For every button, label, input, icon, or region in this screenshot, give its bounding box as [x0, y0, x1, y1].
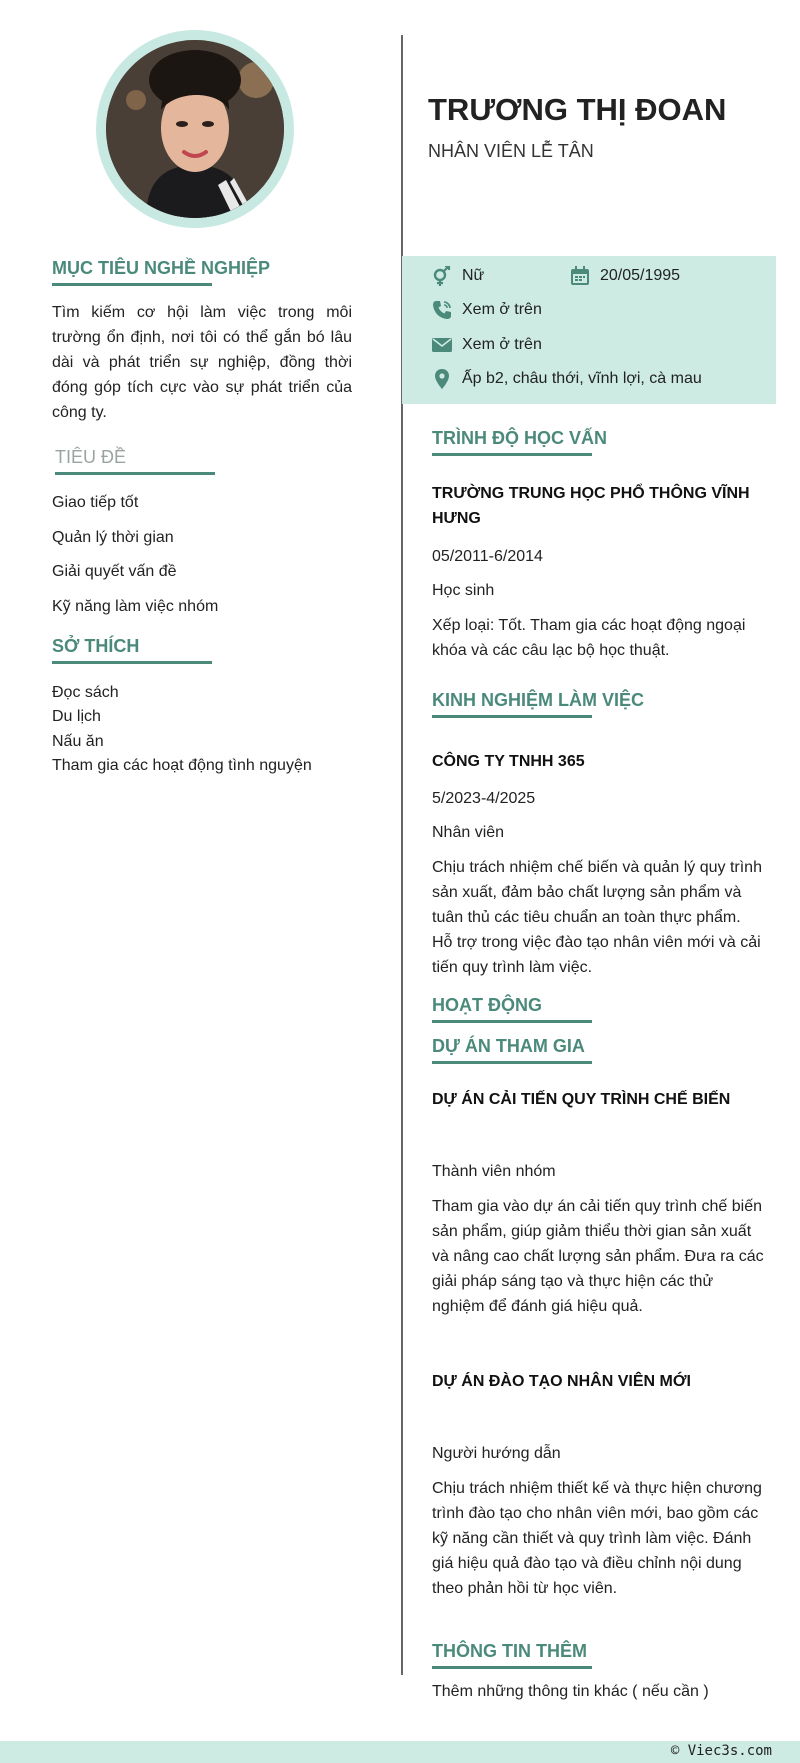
education-role: Học sinh	[432, 582, 495, 599]
calendar-icon	[570, 266, 590, 286]
candidate-position: NHÂN VIÊN LỄ TÂN	[428, 141, 594, 161]
project-role: Thành viên nhóm	[432, 1163, 556, 1180]
location-icon	[432, 369, 452, 389]
education-school: TRƯỜNG TRUNG HỌC PHỔ THÔNG VĨNH HƯNG	[432, 485, 750, 527]
skill-item: Kỹ năng làm việc nhóm	[52, 598, 219, 615]
birthday-row	[570, 266, 680, 286]
gender-value: Nữ	[462, 267, 485, 284]
education-description: Xếp loại: Tốt. Tham gia các hoạt động ngoại khóa và các câu lạc bộ học thuật.	[432, 617, 746, 659]
gender-icon	[432, 266, 452, 286]
phone-icon	[432, 300, 452, 320]
avatar-ring	[96, 30, 294, 228]
skill-item: Quản lý thời gian	[52, 529, 174, 546]
phone-value[interactable]: Xem ở trên	[462, 301, 542, 318]
objective-text: Tìm kiếm cơ hội làm việc trong môi trường ổn định, nơi tôi có thể gắn bó lâu dài và phát triển sự nghiệp, đồng thời đóng góp tích cực vào sự phát triển của công ty.	[52, 304, 352, 421]
footer-watermark: © Viec3s.com	[670, 1743, 772, 1759]
project-description: Tham gia vào dự án cải tiến quy trình chế biến sản phẩm, giúp giảm thiểu thời gian sản xuất và nâng cao chất lượng sản phẩm. Đưa ra các giải pháp sáng tạo và thực hiện các thử nghiệm để đánh giá hiệu quả.	[432, 1198, 764, 1315]
portrait-illustration	[106, 40, 284, 218]
birthday-value: 20/05/1995	[600, 267, 681, 284]
address-row	[432, 369, 702, 389]
activities-title: HOẠT ĐỘNG	[432, 995, 542, 1019]
skill-item: Giải quyết vấn đề	[52, 563, 177, 580]
hobby-item: Nấu ăn	[52, 733, 104, 750]
experience-role: Nhân viên	[432, 824, 505, 841]
footer-bar	[0, 1741, 800, 1763]
experience-company: CÔNG TY TNHH 365	[432, 753, 585, 770]
experience-period: 5/2023-4/2025	[432, 790, 536, 807]
education-title: TRÌNH ĐỘ HỌC VẤN	[432, 428, 607, 452]
hobby-item: Đọc sách	[52, 684, 119, 701]
candidate-name: TRƯƠNG THỊ ĐOAN	[428, 92, 727, 127]
email-icon	[432, 335, 452, 355]
extra-text: Thêm những thông tin khác ( nếu cần )	[432, 1683, 709, 1700]
email-value[interactable]: Xem ở trên	[462, 336, 542, 353]
address-value: Ấp b2, châu thới, vĩnh lợi, cà mau	[462, 370, 702, 387]
project-name: DỰ ÁN CẢI TIẾN QUY TRÌNH CHẾ BIẾN	[432, 1091, 731, 1108]
hobby-item: Tham gia các hoạt động tình nguyện	[52, 757, 312, 774]
avatar	[106, 40, 284, 218]
objective-title: MỤC TIÊU NGHỀ NGHIỆP	[52, 258, 270, 282]
hobbies-title: SỞ THÍCH	[52, 636, 139, 660]
project-name: DỰ ÁN ĐÀO TẠO NHÂN VIÊN MỚI	[432, 1373, 691, 1390]
project-description: Chịu trách nhiệm thiết kế và thực hiện chương trình đào tạo cho nhân viên mới, bao gồm các kỹ năng cần thiết và quy trình làm việc. Đánh giá hiệu quả đào tạo và điều chỉnh nội dung theo phản hồi từ học viên.	[432, 1480, 762, 1597]
education-period: 05/2011-6/2014	[432, 548, 543, 565]
projects-title: DỰ ÁN THAM GIA	[432, 1036, 585, 1060]
skill-item: Giao tiếp tốt	[52, 494, 139, 511]
experience-description: Chịu trách nhiệm chế biến và quản lý quy trình sản xuất, đảm bảo chất lượng sản phẩm và tuân thủ các tiêu chuẩn an toàn thực phẩm. Hỗ trợ trong việc đào tạo nhân viên mới và cải tiến quy trình làm việc.	[432, 859, 762, 976]
skills-title: TIÊU ĐỀ	[55, 447, 126, 471]
email-row	[432, 335, 542, 355]
contact-box	[402, 256, 776, 404]
hobby-item: Du lịch	[52, 708, 101, 725]
gender-row	[432, 266, 484, 286]
project-role: Người hướng dẫn	[432, 1445, 561, 1462]
experience-title: KINH NGHIỆM LÀM VIỆC	[432, 690, 644, 714]
extra-title: THÔNG TIN THÊM	[432, 1641, 587, 1665]
phone-row	[432, 300, 542, 320]
